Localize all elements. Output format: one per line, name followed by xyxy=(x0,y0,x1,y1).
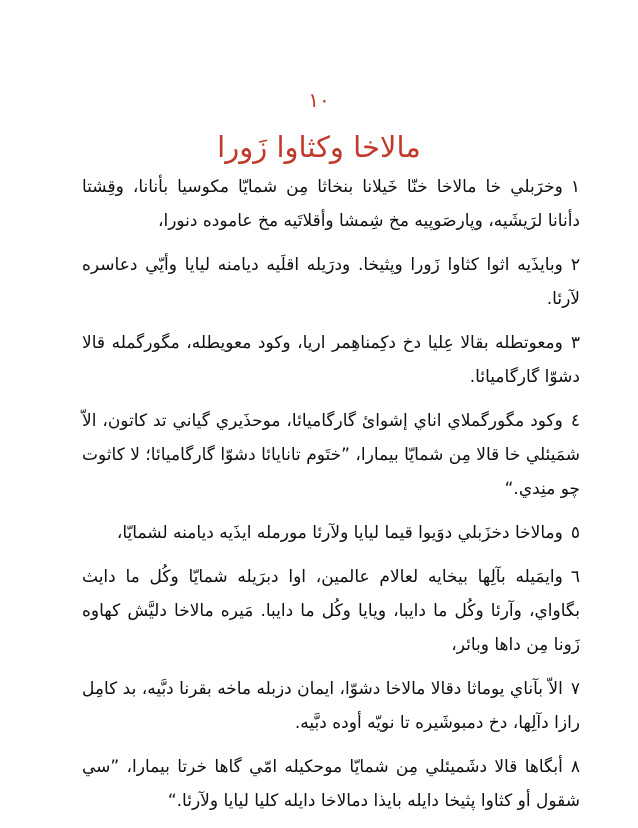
verse-text: ومالاخا دخزَبلي دوَيوا قيما ليايا ولآرئا مورمله ايذَيه ديامنه لشمايّا، xyxy=(116,523,563,543)
verse-number: ٦ xyxy=(570,567,580,587)
verse-number: ٨ xyxy=(570,757,580,777)
verse xyxy=(82,750,580,818)
verse-number: ٣ xyxy=(570,333,580,353)
verse xyxy=(82,326,580,394)
verse-text: وخرَبلي خا مالاخا خنّا خَيلانا بنخاثا مِن شمايّا مكوسيا بأنانا، وقِشتا دأنانا لرَيشَيه، وپارصَوپيه مخ شِمشا وأقلاتَيه مخ عاموده دنورا، xyxy=(82,177,580,231)
verse xyxy=(82,404,580,506)
verse-number: ٧ xyxy=(570,679,580,699)
verse-text: وبايذَيه اثوا كثاوا زَورا وپثيخا. ودرَيله اقلَيه ديامنه ليايا وأيّي دعاسره لآرئا. xyxy=(82,255,580,309)
verse-text: ومعوتطله بقالا عِليا دخ دكِمناهِمر اريا، وكود معويطله، مگورگمله قالا دشوّا گارگاميائا. xyxy=(82,333,580,387)
verse xyxy=(82,248,580,316)
chapter-body xyxy=(82,170,580,828)
verse-number: ١ xyxy=(570,177,580,197)
verse xyxy=(82,170,580,238)
verse-text: وايمَيله بآلِها بيخايه لعالام عالمين، اوا دبرَيله شمايّا وكُل ما دايث بگاواي، وآرئا وكُل ما دايبا، ويايا وكُل ما دايبا. مَيره مالاخا دليَّش كهاوه زَونا مِن داها وبائر، xyxy=(82,567,580,655)
verse xyxy=(82,560,580,662)
verse-text: الاّ بآناي يوماثا دقالا مالاخا دشوّا، ايمان دزبله ماخه بقرنا دبَّيه، بد كامِل رازا دآلِها، دخ دمبوشَيره تا نويّه أوده دبَّيه. xyxy=(82,679,580,733)
verse xyxy=(82,672,580,740)
verse-text: وكود مگورگملاي اناي إشوائ گارگاميائا، موحذَيري گياني تد كاتون، الاّ شمَيئلي خا قالا مِن شمايّا بيمارا، ”ختَوم تانايائا دشوّا گارگاميائا؛ لا كاثوت چو منِدي.“ xyxy=(82,411,580,499)
chapter-title: مالاخا وكثاوا زَورا xyxy=(217,130,421,164)
verse-number: ٥ xyxy=(570,523,580,543)
page-number: ١٠ xyxy=(308,88,330,112)
verse-number: ٢ xyxy=(570,255,580,275)
verse-number: ٤ xyxy=(570,411,580,431)
verse-text: أبگاها قالا دشَميئلي مِن شمايّا موحكيله امّي گاها خرتا بيمارا، ”سي شقول أو كثاوا پثيخا دايله بايذا دمالاخا دايله كليا ليايا ولآرئا.“ xyxy=(82,757,580,811)
verse xyxy=(82,516,580,550)
